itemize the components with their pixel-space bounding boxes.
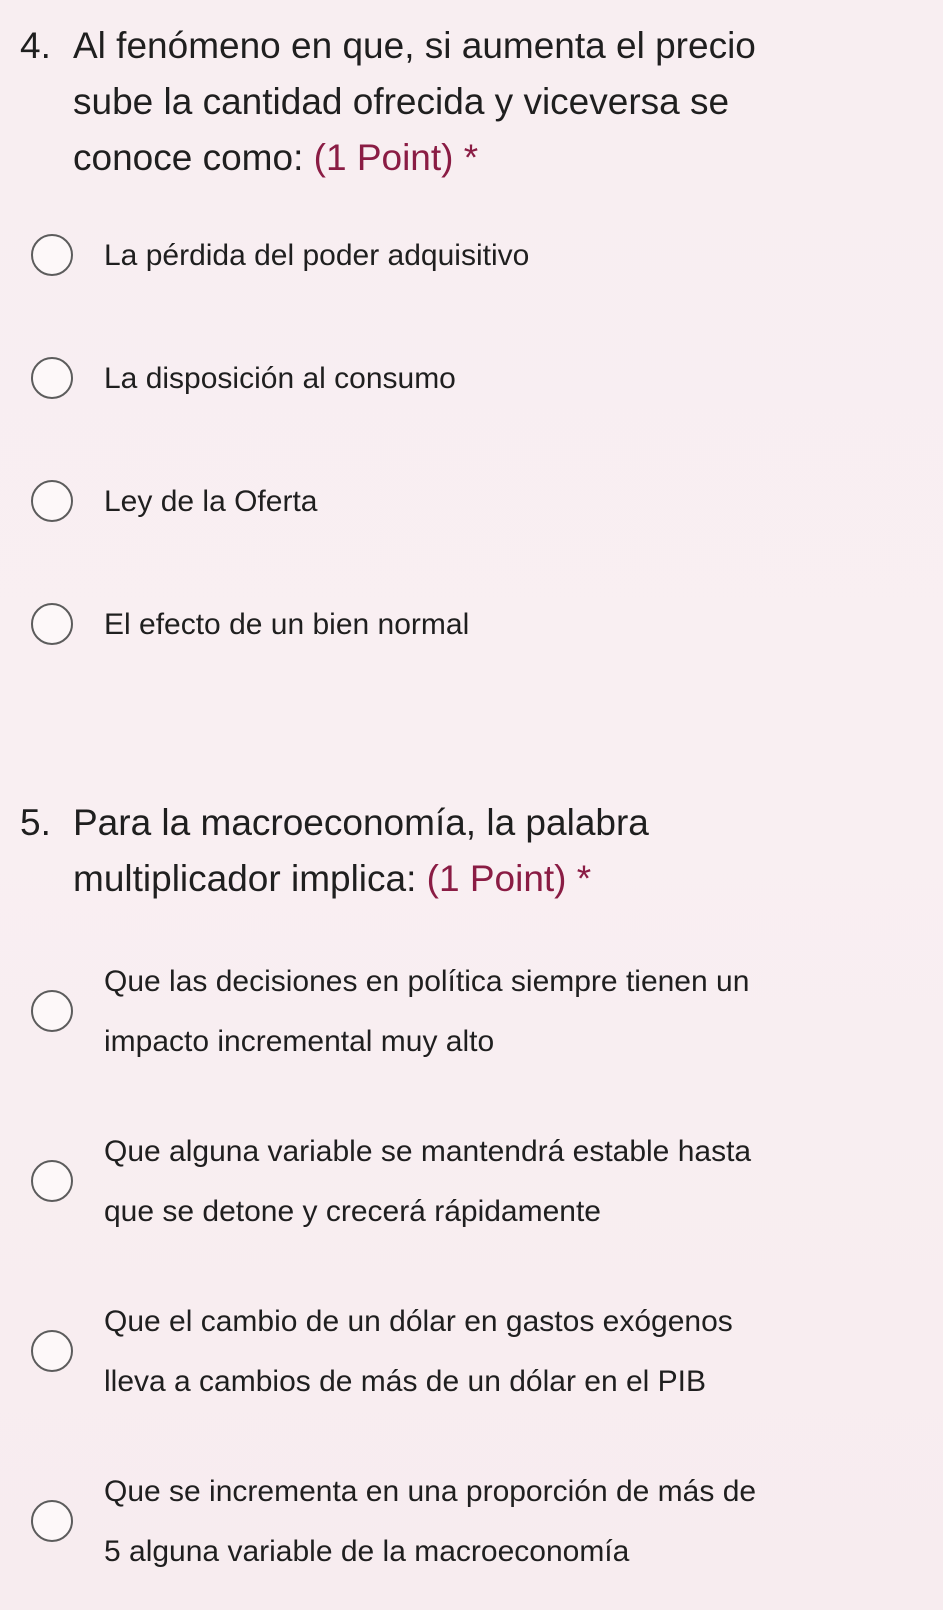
question-5-option-3[interactable]: [0, 1292, 943, 1412]
option-label: [104, 349, 924, 409]
radio-button-icon[interactable]: [31, 357, 73, 399]
option-label-line: Que alguna variable se mantendrá estable hasta: [104, 1135, 752, 1168]
option-label: [104, 1122, 924, 1242]
option-label: [104, 226, 924, 286]
question-5-points: (1 Point): [426, 858, 567, 899]
option-label-line: que se detone y crecerá rápidamente: [104, 1195, 601, 1228]
option-label-line: Ley de la Oferta: [104, 485, 318, 518]
radio-button-icon[interactable]: [31, 480, 73, 522]
option-label-line: La pérdida del poder adquisitivo: [104, 239, 530, 272]
question-4-option-2[interactable]: [0, 349, 943, 409]
question-4-title: [20, 18, 920, 186]
question-4-option-3[interactable]: [0, 472, 943, 532]
question-4-title-line-1: Al fenómeno en que, si aumenta el precio: [73, 25, 756, 66]
question-4-number: 4.: [20, 25, 51, 66]
question-4-title-line-3: conoce como:: [73, 137, 304, 178]
option-label-line: Que las decisiones en política siempre tienen un: [104, 965, 750, 998]
option-label-line: impacto incremental muy alto: [104, 1025, 495, 1058]
question-5-title: [20, 795, 920, 907]
option-label-line: La disposición al consumo: [104, 362, 456, 395]
question-5-required-mark: *: [576, 858, 592, 899]
question-4-option-4[interactable]: [0, 595, 943, 655]
question-4-option-1[interactable]: [0, 226, 943, 286]
question-5-title-line-2: multiplicador implica:: [73, 858, 417, 899]
question-5-option-2[interactable]: [0, 1122, 943, 1242]
option-label: [104, 595, 924, 655]
question-4-points: (1 Point): [313, 137, 454, 178]
question-5-option-4[interactable]: [0, 1462, 943, 1582]
radio-button-icon[interactable]: [31, 1330, 73, 1372]
option-label: [104, 952, 924, 1072]
option-label-line: lleva a cambios de más de un dólar en el PIB: [104, 1365, 707, 1398]
option-label-line: 5 alguna variable de la macroeconomía: [104, 1535, 630, 1568]
radio-button-icon[interactable]: [31, 234, 73, 276]
option-label-line: Que se incrementa en una proporción de más de: [104, 1475, 757, 1508]
radio-button-icon[interactable]: [31, 1500, 73, 1542]
option-label-line: El efecto de un bien normal: [104, 608, 470, 641]
question-5-option-1[interactable]: [0, 952, 943, 1072]
radio-button-icon[interactable]: [31, 1160, 73, 1202]
option-label-line: Que el cambio de un dólar en gastos exógenos: [104, 1305, 733, 1338]
option-label: [104, 1292, 924, 1412]
option-label: [104, 1462, 924, 1582]
question-5-number: 5.: [20, 802, 51, 843]
question-4-required-mark: *: [463, 137, 479, 178]
radio-button-icon[interactable]: [31, 603, 73, 645]
question-5-title-line-1: Para la macroeconomía, la palabra: [73, 802, 649, 843]
radio-button-icon[interactable]: [31, 990, 73, 1032]
question-4-title-line-2: sube la cantidad ofrecida y viceversa se: [73, 81, 730, 122]
option-label: [104, 472, 924, 532]
